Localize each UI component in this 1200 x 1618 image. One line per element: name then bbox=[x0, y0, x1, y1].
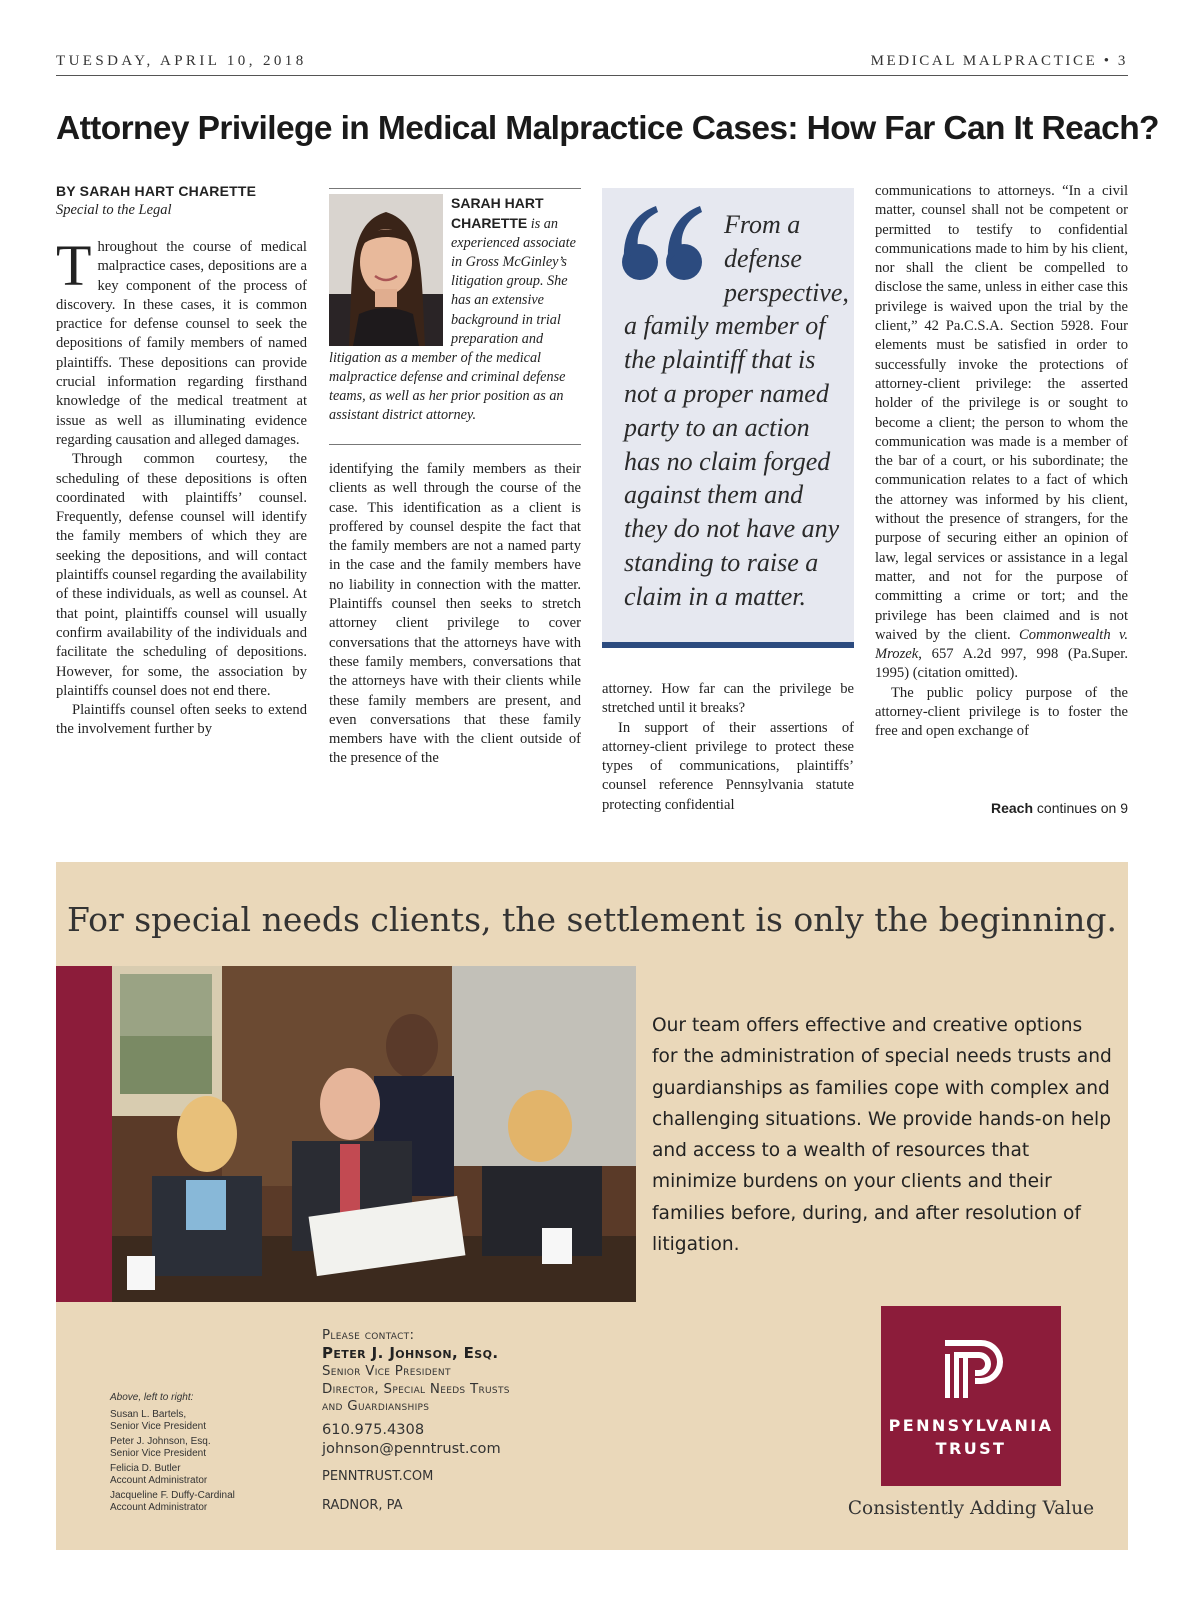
caption-person: Peter J. Johnson, Esq. Senior Vice President bbox=[110, 1436, 211, 1459]
contact-email[interactable]: johnson@penntrust.com bbox=[322, 1439, 501, 1457]
logo-line-2: TRUST bbox=[935, 1439, 1007, 1458]
caption-person: Susan L. Bartels, Senior Vice President bbox=[110, 1409, 206, 1432]
contact-name: Peter J. Johnson, Esq. bbox=[322, 1344, 499, 1363]
article-column-1 bbox=[56, 182, 307, 740]
contact-title: Director, Special Needs Trusts bbox=[322, 1381, 510, 1397]
team-photo bbox=[112, 966, 636, 1302]
article-paragraph: attorney. How far can the privilege be stretched until it breaks? bbox=[602, 681, 854, 717]
columns-logo-icon bbox=[941, 1336, 1011, 1400]
bio-divider bbox=[329, 444, 581, 445]
article-column-4 bbox=[875, 182, 1128, 742]
article-column-2 bbox=[329, 460, 581, 769]
section-page-label: MEDICAL MALPRACTICE • 3 bbox=[870, 53, 1128, 69]
pennsylvania-trust-advertisement bbox=[56, 862, 1128, 1550]
article-paragraph: Throughout the course of medical malpractice cases, depositions are a key component of the process of discovery. In these cases, it is common practice for defense counsel to seek the depositions of family members of named plaintiffs. These depositions can provide crucial information regarding firsthand knowledge of the medical treatment at issue as well as illuminating evidence regarding causation and alleged damages. bbox=[56, 233, 307, 448]
bio-text: is an experienced associate in Gross McGinley’s litigation group. She has an extensive background in trial preparation and litigation as a member of the medical malpractice defense and criminal defense teams, as well as her prior position as an assistant district attorney. bbox=[329, 216, 576, 424]
issue-date: TUESDAY, APRIL 10, 2018 bbox=[56, 53, 307, 69]
byline-affiliation: Special to the Legal bbox=[56, 202, 172, 218]
photo-captions bbox=[110, 1392, 310, 1517]
article-paragraph: identifying the family members as their clients as well through the course of the case. This identification as a client is proffered by counsel despite the fact that the family members are not a named party in the case and the family members have no liability in connection with the matter. Plaintiffs counsel then seeks to stretch attorney client privilege to cover conversations that the attorneys have with these family members, conversations that the attorneys have with their clients while these family members are present, and even conversations that these family members have with the client outside of the presence of the bbox=[329, 461, 581, 767]
article-column-3 bbox=[602, 680, 854, 815]
slogan: Consistently Adding Value bbox=[847, 1498, 1095, 1519]
article-paragraph: In support of their assertions of attorney-client privilege to protect these types of communications, plaintiffs’ counsel reference Pennsylvania statute protecting confidential bbox=[602, 719, 854, 813]
location: RADNOR, PA bbox=[322, 1497, 403, 1513]
contact-title: Senior Vice President bbox=[322, 1364, 451, 1380]
contact-phone: 610.975.4308 bbox=[322, 1420, 425, 1438]
ad-tagline: For special needs clients, the settlement is only the beginning. bbox=[67, 900, 1117, 939]
logo-line-1: PENNSYLVANIA bbox=[888, 1416, 1054, 1435]
case-citation: Commonwealth v. Mrozek bbox=[875, 626, 1128, 663]
pull-quote-text: a family member of the plaintiff that is not a proper named party to an action has no claim forged against them and they do not have any standing to raise a claim in a matter. bbox=[624, 311, 840, 611]
continuation-note: Reach continues on 9 bbox=[991, 800, 1128, 816]
accent-bar bbox=[56, 966, 112, 1302]
pull-quote-lead: From a defense perspective, bbox=[724, 210, 849, 307]
contact-block bbox=[322, 1327, 622, 1514]
author-bio bbox=[329, 188, 581, 425]
article-headline: Attorney Privilege in Medical Malpractice Cases: How Far Can It Reach? bbox=[56, 110, 1159, 147]
caption-person: Jacqueline F. Duffy-Cardinal Account Administrator bbox=[110, 1490, 235, 1513]
pennsylvania-trust-logo bbox=[881, 1306, 1061, 1486]
contact-label: Please contact: bbox=[322, 1328, 415, 1343]
pull-quote bbox=[602, 188, 854, 648]
article-paragraph: communications to attorneys. “In a civil matter, counsel shall not be competent or permitted to testify to confidential communications made to him by his client, nor shall the client be compelled to disclose the same, unless in either case this privilege is waived upon the trial by the client,” 42 Pa.C.S.A. Section 5928. Four elements must be satisfied in order to successfully invoke the protections of attorney-client privilege: the asserted holder of the privilege is or sought to become a client; the person to whom the communication was made is a member of the bar of a court, or his subordinate; the communication relates to a fact of which the attorney was informed by his client, without the presence of strangers, for the purpose of securing either an opinion of law, legal services or assistance in a legal matter, and not for the purpose of committing a crime or tort; and the privilege has been claimed and is not waived by the client. Commonwealth v. Mrozek, 657 A.2d 997, 998 (Pa.Super. 1995) (citation omitted). bbox=[875, 183, 1128, 682]
page-header bbox=[56, 52, 1128, 76]
drop-cap: T bbox=[56, 233, 92, 298]
caption-person: Felicia D. Butler Account Administrator bbox=[110, 1463, 208, 1486]
article-paragraph: Plaintiffs counsel often seeks to extend the involvement further by bbox=[56, 702, 307, 738]
author-photo bbox=[329, 194, 443, 346]
website-link[interactable]: PENNTRUST.COM bbox=[322, 1468, 434, 1484]
article-paragraph: The public policy purpose of the attorney-client privilege is to foster the free and open exchange of bbox=[875, 684, 1128, 740]
contact-title: and Guardianships bbox=[322, 1399, 430, 1415]
ad-description: Our team offers effective and creative options for the administration of special needs trusts and guardianships as families cope with complex and challenging situations. We provide hands-on help and access to a wealth of resources that minimize burdens on your clients and their families before, during, and after resolution of litigation. bbox=[652, 1015, 1112, 1256]
bio-name: SARAH HART CHARETTE bbox=[451, 195, 544, 232]
byline: BY SARAH HART CHARETTE bbox=[56, 183, 257, 199]
article-paragraph: Through common courtesy, the scheduling of these depositions is often coordinated with plaintiffs’ counsel. Frequently, defense counsel will identify the family members of which they are seeking the depositions, and will contact plaintiffs counsel regarding the availability of these individuals, as well as counsel. At that point, plaintiffs counsel will usually confirm availability of the individuals and facilitate the scheduling of depositions. However, for some, the association by plaintiffs counsel does not end there. bbox=[56, 451, 307, 699]
caption-title: Above, left to right: bbox=[110, 1392, 194, 1403]
